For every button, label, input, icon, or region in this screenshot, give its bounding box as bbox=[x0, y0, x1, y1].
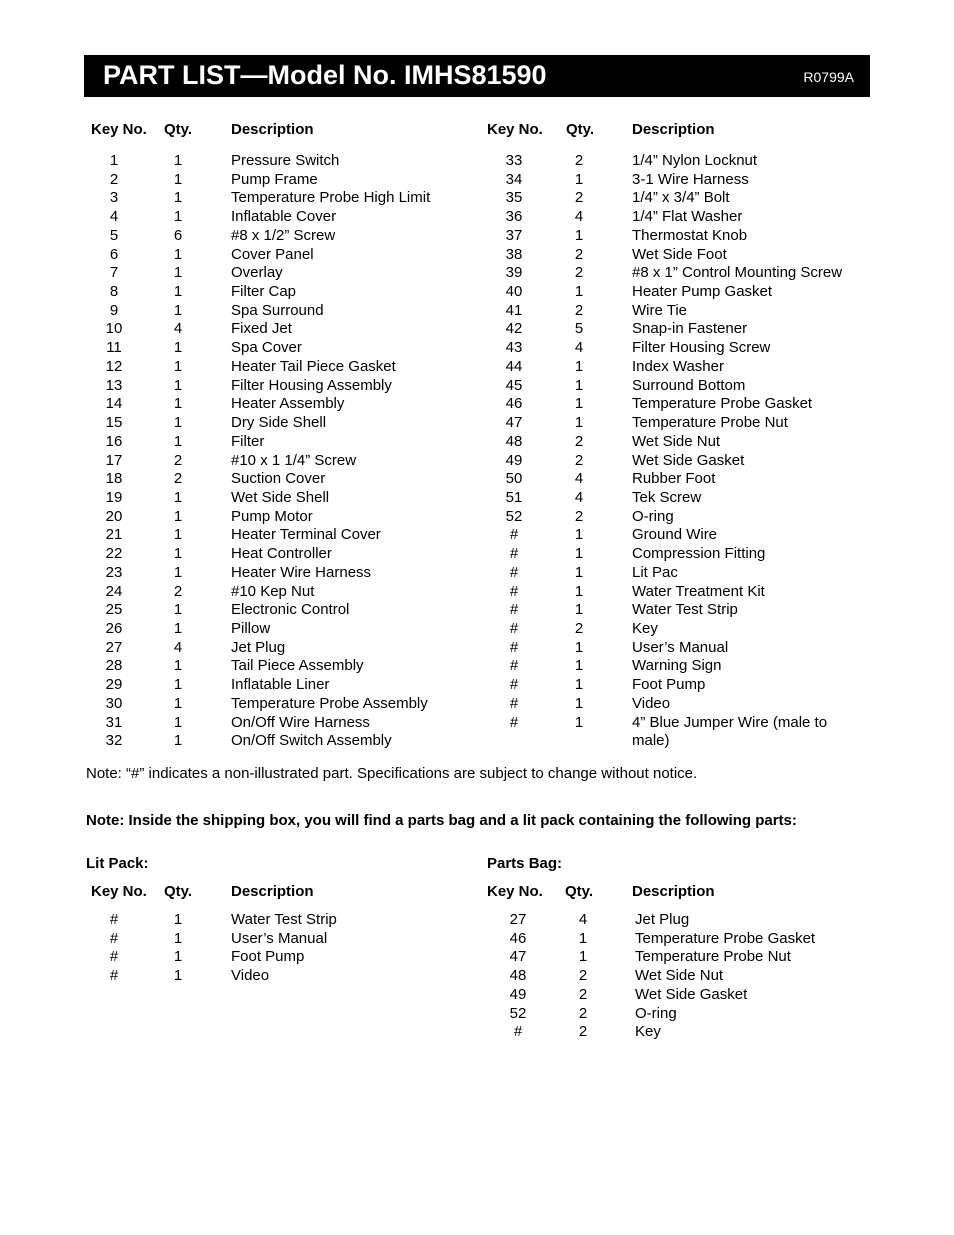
table-cell-desc: Filter Cap bbox=[231, 283, 297, 301]
table-cell-key: 11 bbox=[106, 339, 122, 357]
table-cell-desc: Key bbox=[632, 619, 658, 637]
table-cell-key: 25 bbox=[105, 601, 123, 619]
table-cell-desc: On/Off Switch Assembly bbox=[231, 732, 392, 750]
table-cell-qty: 1 bbox=[173, 395, 183, 413]
table-cell-key: 14 bbox=[105, 395, 123, 413]
table-cell-qty: 1 bbox=[173, 245, 183, 263]
table-cell-key: 39 bbox=[505, 264, 523, 282]
table-cell-key: 35 bbox=[505, 189, 523, 207]
table-cell-qty: 1 bbox=[574, 395, 584, 413]
table-cell-qty: 1 bbox=[574, 657, 584, 675]
table-cell-qty: 1 bbox=[574, 226, 584, 244]
table-cell-desc: Pillow bbox=[231, 619, 271, 637]
table-cell-desc: Temperature Probe Assembly bbox=[231, 694, 428, 712]
table-cell-key: 8 bbox=[109, 283, 119, 301]
table-cell-desc: Pressure Switch bbox=[231, 152, 340, 169]
table-cell-desc: #10 x 1 1/4” Screw bbox=[231, 451, 357, 469]
table-cell-key: 52 bbox=[509, 1004, 527, 1022]
table-cell-desc: Heater Assembly bbox=[231, 395, 345, 413]
table-cell-qty: 2 bbox=[578, 1004, 588, 1022]
table-cell-qty: 1 bbox=[574, 676, 584, 694]
table-cell-desc: Temperature Probe Gasket bbox=[635, 929, 816, 947]
table-cell-desc: Jet Plug bbox=[635, 911, 690, 928]
left-qty-column bbox=[166, 152, 190, 751]
table-cell-key: 26 bbox=[105, 619, 123, 637]
table-cell-desc: Water Treatment Kit bbox=[632, 582, 765, 600]
table-cell-key: # bbox=[509, 694, 519, 712]
table-cell-qty: 1 bbox=[173, 526, 183, 544]
table-cell-qty: 2 bbox=[173, 582, 183, 600]
table-cell-qty: 4 bbox=[574, 339, 584, 357]
parts-bag-qty-header: Qty. bbox=[565, 883, 594, 900]
table-cell-key: # bbox=[509, 545, 519, 563]
table-cell-qty: 4 bbox=[574, 208, 584, 226]
table-cell-desc: Video bbox=[632, 694, 671, 712]
table-cell-qty: 2 bbox=[574, 451, 584, 469]
table-cell-desc: #8 x 1” Control Mounting Screw bbox=[632, 264, 843, 282]
table-cell-desc: Temperature Probe Nut bbox=[635, 948, 791, 966]
table-cell-desc: Ground Wire bbox=[632, 526, 718, 544]
table-cell-desc: male) bbox=[632, 732, 670, 750]
table-cell-key: 9 bbox=[109, 301, 119, 319]
table-cell-key: 32 bbox=[105, 732, 123, 750]
table-cell-key: # bbox=[509, 563, 519, 581]
table-cell-key: # bbox=[509, 619, 519, 637]
table-cell-key: # bbox=[509, 657, 519, 675]
table-cell-qty bbox=[567, 732, 591, 751]
table-cell-qty: 4 bbox=[574, 470, 584, 488]
table-cell-desc: Index Washer bbox=[632, 357, 724, 375]
left-key-header: Key No. bbox=[91, 121, 147, 138]
table-cell-key bbox=[498, 732, 530, 751]
table-cell-desc: Overlay bbox=[231, 264, 283, 282]
right-key-header: Key No. bbox=[487, 121, 543, 138]
table-cell-qty: 1 bbox=[574, 563, 584, 581]
table-cell-qty: 1 bbox=[173, 283, 183, 301]
table-cell-qty: 1 bbox=[173, 170, 183, 188]
table-cell-key: 34 bbox=[505, 170, 523, 188]
right-qty-header: Qty. bbox=[566, 121, 595, 138]
table-cell-key: 2 bbox=[109, 170, 119, 188]
right-desc-header: Description bbox=[632, 121, 715, 138]
left-desc-column bbox=[231, 152, 476, 751]
table-cell-qty: 1 bbox=[173, 189, 183, 207]
table-cell-key: 38 bbox=[505, 245, 523, 263]
table-cell-key: 22 bbox=[105, 545, 123, 563]
table-cell-desc: Wet Side Foot bbox=[632, 245, 727, 263]
table-cell-key: 51 bbox=[505, 488, 523, 506]
table-cell-desc: Wet Side Shell bbox=[231, 488, 330, 506]
table-cell-key: # bbox=[509, 713, 519, 731]
table-cell-desc: Snap-in Fastener bbox=[632, 320, 748, 338]
table-cell-key: 49 bbox=[509, 985, 527, 1003]
table-cell-key: 20 bbox=[105, 507, 123, 525]
table-cell-key: 47 bbox=[509, 948, 527, 966]
table-cell-key: 46 bbox=[509, 929, 527, 947]
parts-bag-desc-column bbox=[635, 911, 865, 1042]
parts-bag-key-column bbox=[502, 911, 534, 1042]
table-cell-desc: #10 Kep Nut bbox=[231, 582, 315, 600]
table-cell-desc: Heater Terminal Cover bbox=[231, 526, 381, 544]
table-cell-desc: Foot Pump bbox=[632, 676, 706, 694]
table-cell-qty: 1 bbox=[574, 601, 584, 619]
table-cell-key: 49 bbox=[505, 451, 523, 469]
table-cell-qty: 1 bbox=[173, 339, 183, 357]
lit-pack-label: Lit Pack: bbox=[86, 855, 149, 872]
lit-pack-desc-header: Description bbox=[231, 883, 314, 900]
table-cell-desc: Surround Bottom bbox=[632, 376, 746, 394]
table-cell-qty: 1 bbox=[173, 676, 183, 694]
table-cell-qty: 1 bbox=[173, 432, 183, 450]
table-cell-qty: 1 bbox=[574, 357, 584, 375]
table-cell-desc: Heater Wire Harness bbox=[231, 563, 372, 581]
table-cell-key: # bbox=[109, 911, 119, 928]
parts-bag-desc-header: Description bbox=[632, 883, 715, 900]
table-cell-desc: Heat Controller bbox=[231, 545, 332, 563]
left-qty-header: Qty. bbox=[164, 121, 193, 138]
table-cell-qty: 1 bbox=[173, 911, 183, 928]
table-cell-key: 33 bbox=[505, 152, 523, 169]
table-cell-qty: 1 bbox=[574, 713, 584, 731]
table-cell-key: 48 bbox=[505, 432, 523, 450]
table-cell-qty: 1 bbox=[173, 563, 183, 581]
table-cell-key: 5 bbox=[109, 226, 119, 244]
table-cell-qty: 1 bbox=[574, 638, 584, 656]
title-bar bbox=[84, 55, 870, 97]
table-cell-key: 15 bbox=[105, 414, 123, 432]
table-cell-key: 30 bbox=[105, 694, 123, 712]
table-cell-key: # bbox=[509, 601, 519, 619]
table-cell-qty: 2 bbox=[574, 432, 584, 450]
right-key-column bbox=[498, 152, 530, 751]
table-cell-desc: Filter bbox=[231, 432, 265, 450]
table-cell-desc: Tek Screw bbox=[632, 488, 702, 506]
table-cell-qty: 1 bbox=[578, 948, 588, 966]
table-cell-key: 6 bbox=[109, 245, 119, 263]
table-cell-qty: 2 bbox=[574, 245, 584, 263]
table-cell-key: 3 bbox=[109, 189, 119, 207]
table-cell-desc: Fixed Jet bbox=[231, 320, 292, 338]
table-cell-qty: 1 bbox=[173, 657, 183, 675]
table-cell-qty: 1 bbox=[173, 414, 183, 432]
table-cell-qty: 1 bbox=[173, 357, 183, 375]
left-desc-header: Description bbox=[231, 121, 314, 138]
table-cell-qty: 1 bbox=[173, 301, 183, 319]
table-cell-key: 7 bbox=[109, 264, 119, 282]
table-cell-desc: Compression Fitting bbox=[632, 545, 766, 563]
table-cell-key: 48 bbox=[509, 967, 527, 985]
table-cell-qty: 6 bbox=[173, 226, 183, 244]
table-cell-key: 28 bbox=[105, 657, 123, 675]
table-cell-key: 42 bbox=[505, 320, 523, 338]
table-cell-key: 46 bbox=[505, 395, 523, 413]
table-cell-qty: 2 bbox=[578, 967, 588, 985]
table-cell-desc: Pump Frame bbox=[231, 170, 318, 188]
table-cell-qty: 1 bbox=[173, 208, 183, 226]
table-cell-key: 52 bbox=[505, 507, 523, 525]
table-cell-key: 13 bbox=[105, 376, 123, 394]
table-cell-key: 45 bbox=[505, 376, 523, 394]
table-cell-desc: Heater Pump Gasket bbox=[632, 283, 773, 301]
table-cell-qty: 1 bbox=[574, 526, 584, 544]
table-cell-qty: 2 bbox=[173, 470, 183, 488]
table-cell-qty: 2 bbox=[574, 619, 584, 637]
table-cell-qty: 1 bbox=[173, 376, 183, 394]
table-cell-key: # bbox=[513, 1023, 523, 1041]
table-cell-key: # bbox=[109, 967, 119, 985]
table-cell-qty: 1 bbox=[173, 152, 183, 169]
table-cell-key: 10 bbox=[105, 320, 123, 338]
table-cell-desc: On/Off Wire Harness bbox=[231, 713, 370, 731]
document-code: R0799A bbox=[803, 69, 854, 85]
table-cell-qty: 2 bbox=[574, 189, 584, 207]
table-cell-qty: 2 bbox=[574, 507, 584, 525]
right-desc-column bbox=[632, 152, 868, 751]
table-cell-key: 27 bbox=[105, 638, 123, 656]
table-cell-qty: 1 bbox=[173, 929, 183, 947]
table-cell-desc: Suction Cover bbox=[231, 470, 326, 488]
table-cell-qty: 1 bbox=[574, 376, 584, 394]
table-cell-key: 1 bbox=[109, 152, 119, 169]
table-cell-qty: 4 bbox=[574, 488, 584, 506]
table-cell-key: 24 bbox=[105, 582, 123, 600]
table-cell-desc: Wet Side Gasket bbox=[632, 451, 745, 469]
table-cell-key: # bbox=[509, 638, 519, 656]
table-cell-qty: 1 bbox=[173, 601, 183, 619]
table-cell-key: 44 bbox=[505, 357, 523, 375]
table-cell-key: 37 bbox=[505, 226, 523, 244]
table-cell-qty: 1 bbox=[173, 948, 183, 966]
table-cell-qty: 4 bbox=[578, 911, 588, 928]
table-cell-key: 36 bbox=[505, 208, 523, 226]
table-cell-qty: 1 bbox=[574, 545, 584, 563]
table-cell-qty: 1 bbox=[173, 967, 183, 985]
table-cell-desc: Video bbox=[231, 967, 270, 985]
table-cell-key: 4 bbox=[109, 208, 119, 226]
table-cell-desc: Wire Tie bbox=[632, 301, 688, 319]
table-cell-qty: 1 bbox=[173, 264, 183, 282]
table-cell-key: 19 bbox=[105, 488, 123, 506]
table-cell-key: 17 bbox=[105, 451, 123, 469]
table-cell-qty: 2 bbox=[578, 985, 588, 1003]
table-cell-qty: 2 bbox=[173, 451, 183, 469]
table-cell-desc: Foot Pump bbox=[231, 948, 305, 966]
table-cell-desc: 1/4” x 3/4” Bolt bbox=[632, 189, 730, 207]
lit-pack-key-header: Key No. bbox=[91, 883, 147, 900]
table-cell-qty: 1 bbox=[173, 545, 183, 563]
table-cell-desc: Lit Pac bbox=[632, 563, 678, 581]
table-cell-desc: O-ring bbox=[632, 507, 674, 525]
table-cell-desc: 3-1 Wire Harness bbox=[632, 170, 749, 188]
parts-bag-key-header: Key No. bbox=[487, 883, 543, 900]
parts-bag-qty-column bbox=[571, 911, 595, 1042]
table-cell-key: 27 bbox=[509, 911, 527, 928]
table-cell-key: 18 bbox=[105, 470, 123, 488]
table-cell-desc: Filter Housing Screw bbox=[632, 339, 771, 357]
left-key-column bbox=[94, 152, 134, 751]
table-cell-qty: 1 bbox=[578, 929, 588, 947]
table-cell-desc: Inflatable Liner bbox=[231, 676, 330, 694]
table-cell-qty: 1 bbox=[173, 619, 183, 637]
table-cell-desc: Jet Plug bbox=[231, 638, 286, 656]
shipping-box-note: Note: Inside the shipping box, you will find a parts bag and a lit pack containing the following parts: bbox=[86, 812, 797, 829]
table-cell-qty: 2 bbox=[578, 1023, 588, 1041]
table-cell-key: # bbox=[509, 676, 519, 694]
table-cell-desc: Tail Piece Assembly bbox=[231, 657, 364, 675]
table-cell-qty: 1 bbox=[173, 507, 183, 525]
table-cell-desc: User’s Manual bbox=[632, 638, 729, 656]
table-cell-desc: Thermostat Knob bbox=[632, 226, 748, 244]
table-cell-qty: 1 bbox=[574, 582, 584, 600]
table-cell-key: # bbox=[509, 582, 519, 600]
table-cell-desc: Inflatable Cover bbox=[231, 208, 337, 226]
table-cell-desc: Key bbox=[635, 1023, 661, 1041]
table-cell-desc: 4” Blue Jumper Wire (male to bbox=[632, 713, 828, 731]
table-cell-qty: 1 bbox=[173, 488, 183, 506]
table-cell-desc: Warning Sign bbox=[632, 657, 722, 675]
table-cell-desc: Temperature Probe Gasket bbox=[632, 395, 813, 413]
table-cell-qty: 1 bbox=[173, 694, 183, 712]
table-cell-key: # bbox=[509, 526, 519, 544]
lit-pack-qty-column bbox=[166, 911, 190, 986]
table-cell-desc: Wet Side Gasket bbox=[635, 985, 748, 1003]
table-cell-desc: Electronic Control bbox=[231, 601, 350, 619]
table-cell-key: 43 bbox=[505, 339, 523, 357]
table-cell-desc: 1/4” Nylon Locknut bbox=[632, 152, 758, 169]
parts-bag-label: Parts Bag: bbox=[487, 855, 563, 872]
table-cell-qty: 2 bbox=[574, 301, 584, 319]
table-cell-key: 50 bbox=[505, 470, 523, 488]
table-cell-qty: 4 bbox=[173, 638, 183, 656]
table-cell-key: 23 bbox=[105, 563, 123, 581]
table-cell-desc: Temperature Probe Nut bbox=[632, 414, 788, 432]
table-cell-key: 40 bbox=[505, 283, 523, 301]
table-cell-qty: 5 bbox=[574, 320, 584, 338]
table-cell-desc: Temperature Probe High Limit bbox=[231, 189, 431, 207]
table-cell-key: 41 bbox=[505, 301, 523, 319]
right-qty-column bbox=[567, 152, 591, 751]
table-cell-desc: Spa Surround bbox=[231, 301, 324, 319]
table-cell-desc: Cover Panel bbox=[231, 245, 314, 263]
table-cell-key: 16 bbox=[105, 432, 123, 450]
table-cell-desc: Rubber Foot bbox=[632, 470, 716, 488]
table-cell-qty: 1 bbox=[574, 170, 584, 188]
table-cell-desc: Filter Housing Assembly bbox=[231, 376, 392, 394]
lit-pack-desc-column bbox=[231, 911, 451, 986]
table-cell-key: # bbox=[109, 929, 119, 947]
table-cell-key: 12 bbox=[105, 357, 123, 375]
table-cell-desc: Dry Side Shell bbox=[231, 414, 327, 432]
page-title: PART LIST—Model No. IMHS81590 bbox=[103, 60, 547, 90]
table-cell-qty: 2 bbox=[574, 152, 584, 169]
table-cell-desc: Wet Side Nut bbox=[632, 432, 721, 450]
table-cell-key: 29 bbox=[105, 676, 123, 694]
lit-pack-key-column bbox=[94, 911, 134, 986]
table-cell-key: # bbox=[109, 948, 119, 966]
table-cell-qty: 1 bbox=[173, 732, 183, 750]
table-cell-desc: #8 x 1/2” Screw bbox=[231, 226, 336, 244]
table-cell-qty: 4 bbox=[173, 320, 183, 338]
table-cell-desc: Wet Side Nut bbox=[635, 967, 724, 985]
table-cell-key: 47 bbox=[505, 414, 523, 432]
table-cell-qty: 1 bbox=[574, 694, 584, 712]
table-cell-qty: 1 bbox=[173, 713, 183, 731]
table-cell-desc: O-ring bbox=[635, 1004, 677, 1022]
table-cell-qty: 1 bbox=[574, 414, 584, 432]
table-cell-desc: Water Test Strip bbox=[632, 601, 738, 619]
table-cell-desc: Heater Tail Piece Gasket bbox=[231, 357, 396, 375]
non-illustrated-note: Note: “#” indicates a non-illustrated part. Specifications are subject to change without notice. bbox=[86, 765, 698, 782]
table-cell-key: 21 bbox=[105, 526, 123, 544]
table-cell-desc: Water Test Strip bbox=[231, 911, 337, 928]
table-cell-desc: Spa Cover bbox=[231, 339, 302, 357]
table-cell-desc: Pump Motor bbox=[231, 507, 313, 525]
table-cell-desc: User’s Manual bbox=[231, 929, 328, 947]
table-cell-qty: 2 bbox=[574, 264, 584, 282]
table-cell-key: 31 bbox=[105, 713, 123, 731]
lit-pack-qty-header: Qty. bbox=[164, 883, 193, 900]
table-cell-qty: 1 bbox=[574, 283, 584, 301]
table-cell-desc: 1/4” Flat Washer bbox=[632, 208, 743, 226]
